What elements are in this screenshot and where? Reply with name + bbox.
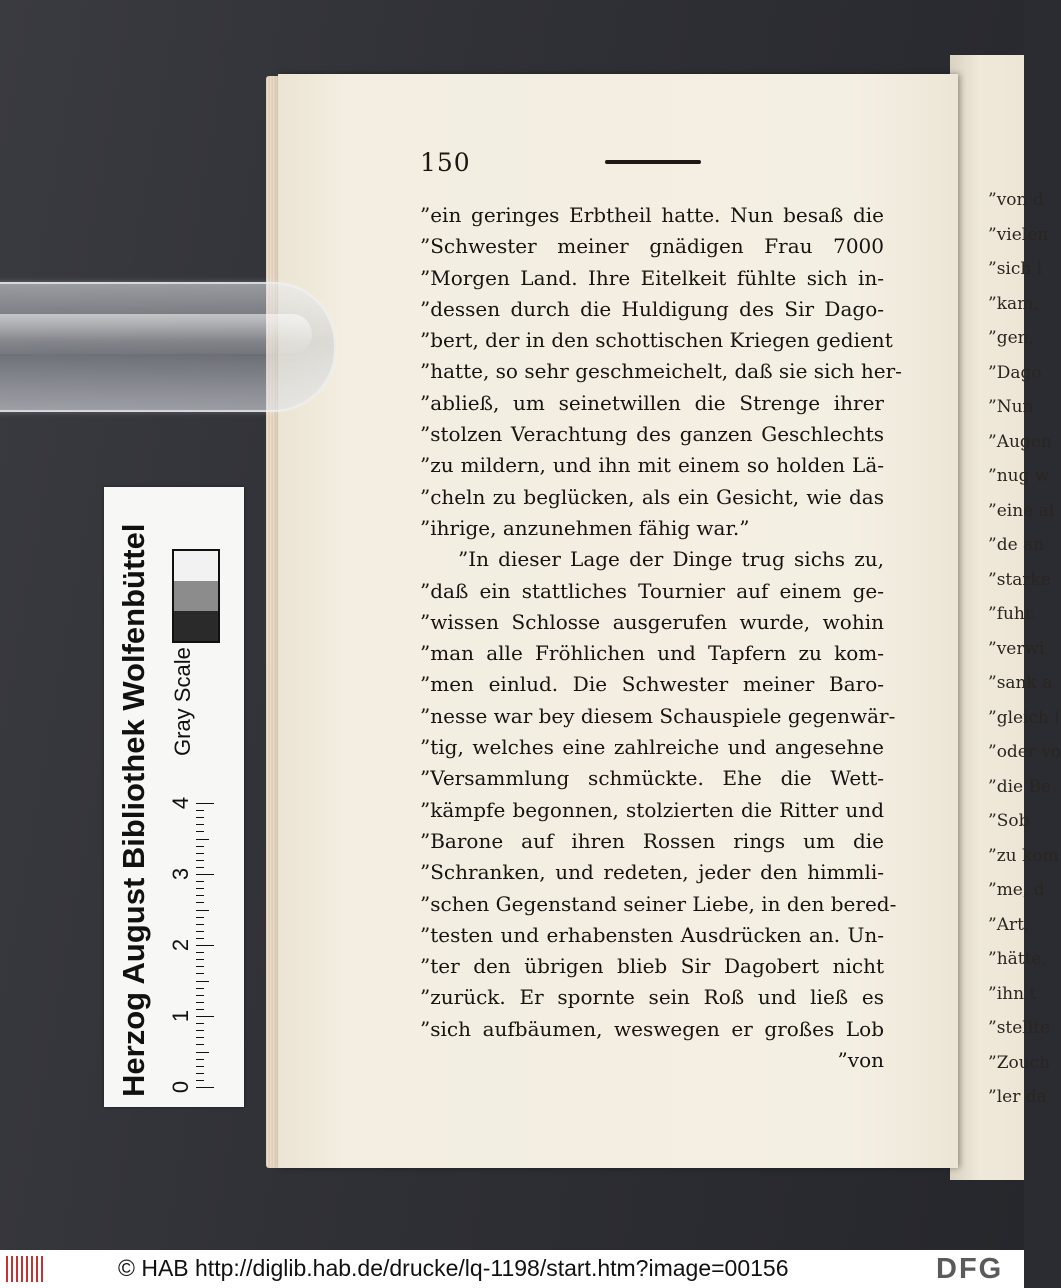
ruler-tick <box>196 945 214 946</box>
ruler-tick <box>196 1059 204 1060</box>
ruler-tick <box>196 938 204 939</box>
facing-page-fragment: ”me, d <box>988 880 1045 900</box>
ruler-tick <box>196 959 204 960</box>
facing-page-fragment: ”verwi <box>988 638 1045 659</box>
ruler-tick <box>196 867 204 868</box>
text-line: ”ter den übrigen blieb Sir Dagobert nicht <box>420 954 884 979</box>
gray-swatch <box>174 611 218 641</box>
text-line: ”Schranken, und redeten, jeder den himmli‑ <box>420 860 884 885</box>
copyright-url[interactable]: © HAB http://diglib.hab.de/drucke/lq-1198/start.htm?image=00156 <box>118 1255 789 1281</box>
ruler-number: 3 <box>168 867 193 881</box>
ruler-tick <box>196 910 209 911</box>
facing-page-fragment: ”de an <box>988 535 1045 555</box>
ruler-tick <box>196 1009 204 1010</box>
text-line: ”nesse war bey diesem Schauspiele gegenwär‑ <box>420 703 896 728</box>
ruler-tick <box>196 860 204 861</box>
ruler-tick <box>196 881 204 882</box>
text-line: ”sich aufbäumen, weswegen er großes Lob <box>420 1016 884 1041</box>
facing-page-fragment: ”fuhr. <box>988 604 1037 624</box>
ruler-tick <box>196 846 204 847</box>
facing-page-fragment: ”Dago <box>988 362 1042 383</box>
facing-page-fragment: ”sank a <box>988 673 1053 693</box>
facing-page-fragment: ”Art, <box>988 914 1030 935</box>
text-line: ”bert, der in den schottischen Kriegen gedient <box>420 328 893 353</box>
text-line: ”man alle Fröhlichen und Tapfern zu kom‑ <box>420 641 884 666</box>
ruler-tick <box>196 803 214 804</box>
ruler-number: 4 <box>168 796 193 810</box>
ruler-tick <box>196 981 209 982</box>
glass-page-clip <box>0 282 336 412</box>
ruler-tick <box>196 1066 204 1067</box>
ruler-tick <box>196 888 204 889</box>
page-text <box>420 200 902 1076</box>
header-ornament <box>605 160 701 164</box>
ruler-tick <box>196 1023 204 1024</box>
text-line: ”Schwester meiner gnädigen Frau 7000 <box>420 234 884 259</box>
gray-swatch <box>174 581 218 611</box>
ruler-tick <box>196 973 204 974</box>
ruler-tick <box>196 895 204 896</box>
text-line: ”abließ, um seinetwillen die Strenge ihrer <box>420 390 884 415</box>
page-header <box>420 148 884 178</box>
ruler-tick <box>196 995 204 996</box>
facing-page-fragment: ”Nun <box>988 397 1034 417</box>
ruler-tick <box>196 831 204 832</box>
facing-page-fragment: ”vielen <box>988 224 1049 245</box>
facing-page-fragment: ”kam, <box>988 293 1039 314</box>
ruler-number: 2 <box>168 938 193 952</box>
facing-page-fragment: ”Sob <box>988 811 1030 831</box>
facing-page-fragment: ”Augen <box>988 431 1052 452</box>
text-line: ”In dieser Lage der Dinge trug sichs zu, <box>458 547 884 572</box>
institution-label: Herzog August Bibliothek Wolfenbüttel <box>116 523 151 1097</box>
facing-page-fragment: ”sich l <box>988 259 1043 279</box>
facing-page-fragment: ”gen, <box>988 328 1034 348</box>
text-line: ”zurück. Er spornte sein Roß und ließ es <box>420 985 884 1010</box>
footer-bar <box>0 1250 1024 1288</box>
ruler-tick <box>196 988 204 989</box>
gray-swatch <box>174 551 218 581</box>
ruler-number: 0 <box>168 1080 193 1094</box>
ruler-tick <box>196 902 204 903</box>
ruler-tick <box>196 874 214 875</box>
text-line: ”Versammlung schmückte. Ehe die Wett‑ <box>420 766 884 791</box>
ruler-tick <box>196 924 204 925</box>
ruler-tick <box>196 1044 204 1045</box>
text-line: ”cheln zu beglücken, als ein Gesicht, wie das <box>420 484 884 509</box>
ruler-tick <box>196 1087 214 1088</box>
facing-page-fragment: ”die Be <box>988 776 1052 797</box>
facing-page <box>950 55 1061 1180</box>
text-line: ”schen Gegenstand seiner Liebe, in den bered‑ <box>420 891 897 916</box>
text-line: ”hatte, so sehr geschmeichelt, daß sie sich her‑ <box>420 359 902 384</box>
facing-page-fragment: ”ler da <box>988 1087 1047 1107</box>
facing-page-fragment: ”eine al <box>988 500 1055 521</box>
ruler-tick <box>196 1016 214 1017</box>
gray-scale-label: Gray Scale <box>170 647 195 756</box>
facing-page-fragment: ”von d <box>988 190 1044 210</box>
text-line: ”testen und erhabensten Ausdrücken an. Un‑ <box>420 922 884 947</box>
ruler-tick <box>196 1002 204 1003</box>
facing-page-fragment: ”zu kom <box>988 845 1059 866</box>
catchword: ”von <box>837 1048 884 1073</box>
clip-highlight <box>0 314 312 354</box>
dfg-logo: DFG <box>936 1253 1004 1285</box>
facing-page-fragment: ”gleich l <box>988 707 1060 728</box>
text-line: ”daß ein stattliches Tournier auf einem ge‑ <box>420 578 884 603</box>
ruler-tick <box>196 824 204 825</box>
facing-page-fragment: ”nug w <box>988 466 1050 486</box>
ruler-tick <box>196 1037 204 1038</box>
gray-scale-ruler <box>104 487 244 1107</box>
facing-page-fragment: ”stellte <box>988 1018 1051 1038</box>
ruler-tick <box>196 839 209 840</box>
ruler-tick <box>196 966 204 967</box>
ruler-tick <box>196 1052 209 1053</box>
facing-page-fragment: ”hätte, <box>988 949 1047 969</box>
ruler-tick <box>196 817 204 818</box>
text-line: ”stolzen Verachtung des ganzen Geschlechts <box>420 422 884 447</box>
gray-swatches <box>172 549 220 643</box>
facing-page-fragment: ”ihn t <box>988 983 1037 1004</box>
ruler-tick <box>196 931 204 932</box>
text-line: ”ihrige, anzunehmen fähig war.” <box>420 515 750 540</box>
ruler-tick <box>196 1030 204 1031</box>
text-line: ”wissen Schlosse ausgerufen wurde, wohin <box>420 609 884 634</box>
barcode-icon <box>6 1256 46 1282</box>
ruler-tick <box>196 952 204 953</box>
facing-page-fragment: ”starke <box>988 569 1051 590</box>
text-line: ”Barone auf ihren Rossen rings um die <box>420 828 884 853</box>
facing-page-fragment: ”oder vo <box>988 742 1061 762</box>
text-line: ”Morgen Land. Ihre Eitelkeit fühlte sich in‑ <box>420 265 884 290</box>
text-line: ”tig, welches eine zahlreiche und angesehne <box>420 735 884 760</box>
ruler-tick <box>196 810 204 811</box>
text-line: ”kämpfe begonnen, stolzierten die Ritter und <box>420 797 884 822</box>
ruler-tick <box>196 917 204 918</box>
text-line: ”men einlud. Die Schwester meiner Baro‑ <box>420 672 884 697</box>
facing-page-fragment: ”Zouch <box>988 1052 1051 1073</box>
ruler-tick <box>196 853 204 854</box>
text-line: ”ein geringes Erbtheil hatte. Nun besaß die <box>420 203 884 227</box>
text-line: ”dessen durch die Huldigung des Sir Dago‑ <box>420 296 884 321</box>
ruler-number: 1 <box>168 1009 193 1023</box>
page-number: 150 <box>420 148 471 177</box>
ruler-tick <box>196 1073 204 1074</box>
ruler-tick <box>196 1080 204 1081</box>
ruler-ticks <box>170 787 214 1097</box>
text-line: ”zu mildern, und ihn mit einem so holden Lä‑ <box>420 453 884 478</box>
